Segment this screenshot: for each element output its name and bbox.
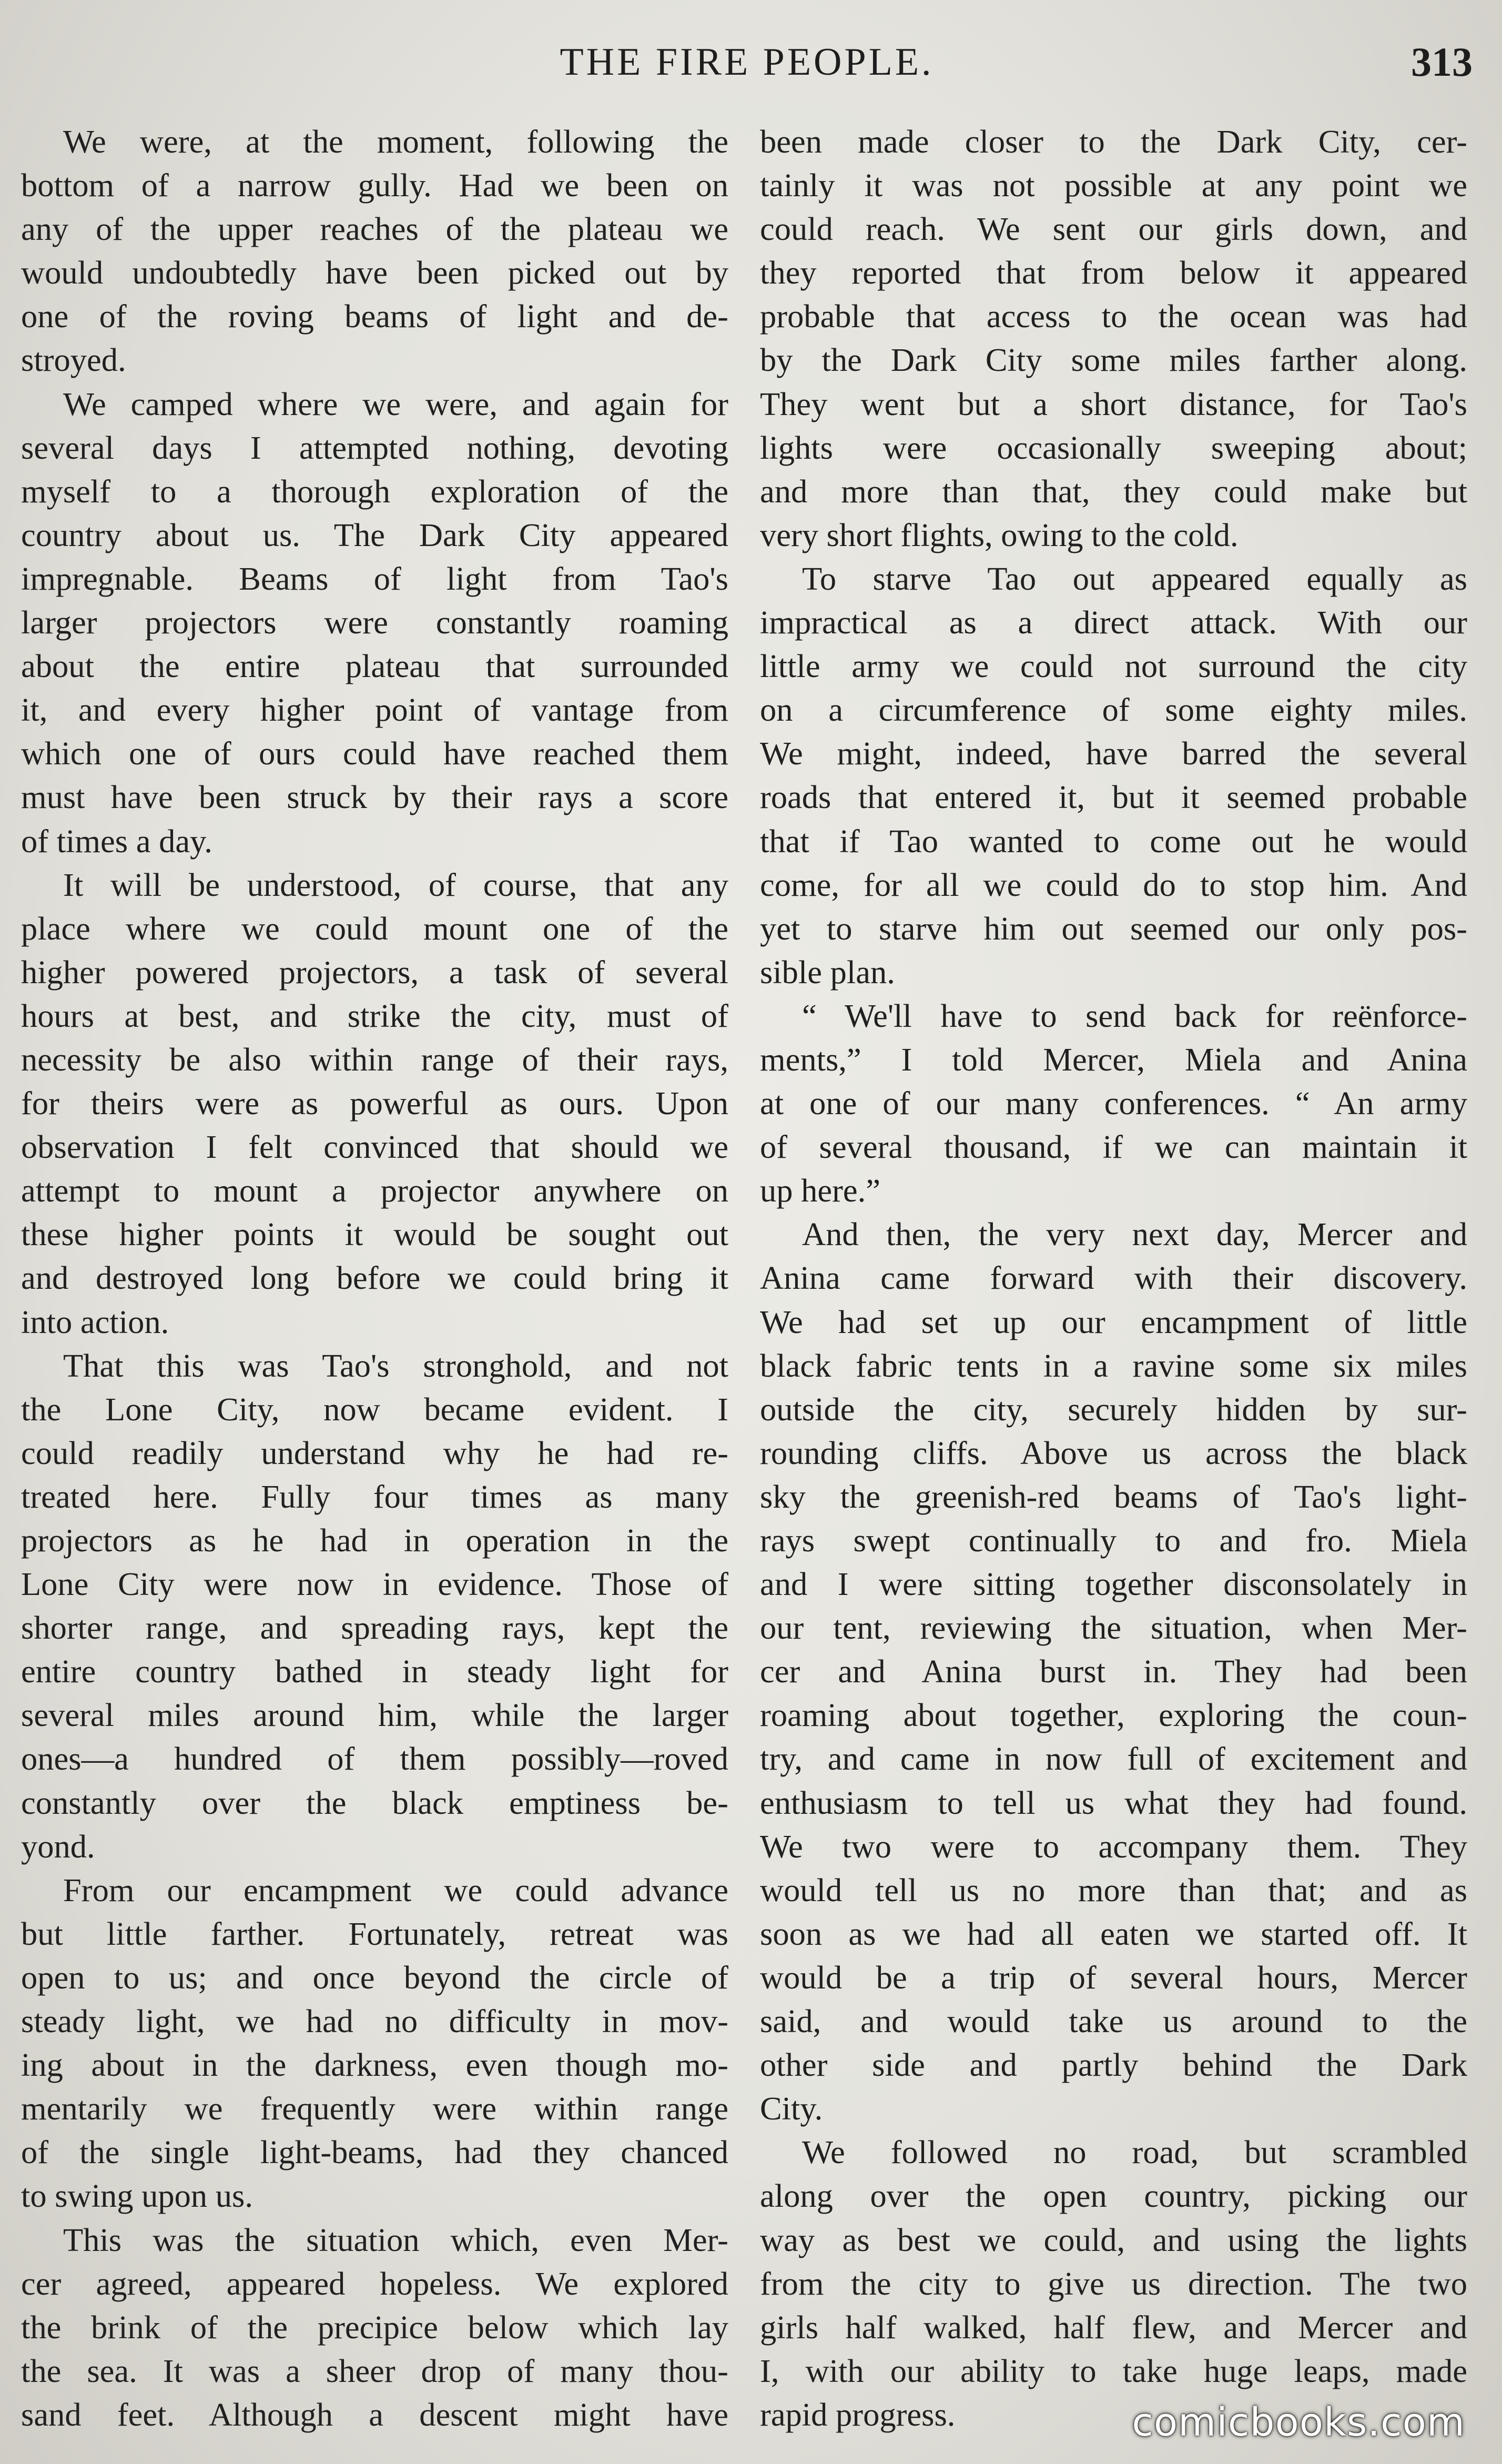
left-column-text-line: about the entire plateau that surrounded (21, 648, 728, 685)
left-column-text-line: projectors as he had in operation in the (21, 1522, 728, 1559)
left-column-text-line: of the single light-beams, had they chanced (21, 2134, 728, 2171)
right-column-text-line: way as best we could, and using the lights (760, 2221, 1467, 2258)
right-column-text-line: from the city to give us direction. The two (760, 2265, 1467, 2302)
right-column-text-line: probable that access to the ocean was had (760, 298, 1467, 335)
left-column-text-line: higher powered projectors, a task of several (21, 953, 728, 991)
left-column-text-line: sand feet. Although a descent might have (21, 2396, 728, 2433)
left-column-text-line: impregnable. Beams of light from Tao's (21, 560, 728, 597)
left-column-text-line: open to us; and once beyond the circle of (21, 1958, 728, 1996)
right-column-text-line: little army we could not surround the city (760, 648, 1467, 685)
left-column-text-line: mentarily we frequently were within range (21, 2090, 728, 2127)
right-column-text-line: Anina came forward with their discovery. (760, 1259, 1467, 1297)
left-column-text-line: This was the situation which, even Mer- (63, 2221, 728, 2258)
right-column-text-line: rays swept continually to and fro. Miela (760, 1522, 1467, 1559)
right-column-text-line: of several thousand, if we can maintain it (760, 1128, 1467, 1166)
right-column-text-line: soon as we had all eaten we started off. It (760, 1915, 1467, 1952)
left-column-text-line: steady light, we had no difficulty in mov- (21, 2003, 728, 2040)
right-column-text-line: black fabric tents in a ravine some six miles (760, 1347, 1467, 1384)
right-column-text-line: We had set up our encampment of little (760, 1303, 1467, 1340)
right-column-text-line: our tent, reviewing the situation, when Mer- (760, 1609, 1467, 1647)
right-column-text-line: cer and Anina burst in. They had been (760, 1653, 1467, 1690)
right-column-text-line: along over the open country, picking our (760, 2177, 1467, 2215)
left-column-text-line: several days I attempted nothing, devoting (21, 429, 728, 466)
right-column-text-line: been made closer to the Dark City, cer- (760, 123, 1467, 160)
left-column-text-line: could readily understand why he had re- (21, 1434, 728, 1471)
right-text-column (760, 120, 1467, 2437)
site-watermark: comicbooks.com (1132, 2400, 1465, 2445)
left-column-text-line: ing about in the darkness, even though mo- (21, 2046, 728, 2084)
running-header (21, 31, 1473, 94)
right-column-text-line: outside the city, securely hidden by sur- (760, 1390, 1467, 1428)
right-column-text-line: “ We'll have to send back for reënforce- (802, 997, 1467, 1034)
right-column-text-line: I, with our ability to take huge leaps, made (760, 2352, 1467, 2389)
right-column-text-line: roads that entered it, but it seemed probable (760, 779, 1467, 816)
left-column-text-line: constantly over the black emptiness be- (21, 1784, 728, 1821)
right-column-text-line: at one of our many conferences. “ An army (760, 1085, 1467, 1122)
left-column-text-line: entire country bathed in steady light for (21, 1653, 728, 1690)
right-column-text-line: To starve Tao out appeared equally as (802, 560, 1467, 597)
left-column-text-line: but little farther. Fortunately, retreat was (21, 1915, 728, 1952)
right-column-text-line: girls half walked, half flew, and Mercer and (760, 2308, 1467, 2346)
right-column-text-line: We followed no road, but scrambled (802, 2134, 1467, 2171)
right-column-text-line: lights were occasionally sweeping about; (760, 429, 1467, 466)
left-column-text-line: and destroyed long before we could bring it (21, 1259, 728, 1297)
left-column-text-line: Lone City were now in evidence. Those of (21, 1566, 728, 1603)
left-column-text-line: it, and every higher point of vantage from (21, 691, 728, 729)
left-column-text-line: must have been struck by their rays a score (21, 779, 728, 816)
right-column-text-line: on a circumference of some eighty miles. (760, 691, 1467, 729)
left-column-text-line: necessity be also within range of their rays, (21, 1041, 728, 1078)
right-column-text-line: and more than that, they could make but (760, 472, 1467, 510)
left-column-text-line: larger projectors were constantly roaming (21, 604, 728, 641)
left-column-text-line: to swing upon us. (21, 2177, 253, 2215)
left-column-text-line: any of the upper reaches of the plateau we (21, 210, 728, 248)
left-column-text-line: of times a day. (21, 822, 212, 860)
right-column-text-line: would be a trip of several hours, Mercer (760, 1958, 1467, 1996)
right-column-text-line: could reach. We sent our girls down, and (760, 210, 1467, 248)
right-column-text-line: yet to starve him out seemed our only pos- (760, 910, 1467, 947)
left-column-text-line: shorter range, and spreading rays, kept the (21, 1609, 728, 1647)
right-column-text-line: rounding cliffs. Above us across the black (760, 1434, 1467, 1471)
left-column-text-line: stroyed. (21, 341, 126, 379)
right-column-text-line: And then, the very next day, Mercer and (802, 1216, 1467, 1253)
right-column-text-line: roaming about together, exploring the coun- (760, 1696, 1467, 1734)
left-column-text-line: That this was Tao's stronghold, and not (63, 1347, 728, 1384)
left-column-text-line: hours at best, and strike the city, must of (21, 997, 728, 1034)
left-column-text-line: the brink of the precipice below which lay (21, 2308, 728, 2346)
right-column-text-line: by the Dark City some miles farther along. (760, 341, 1467, 379)
left-column-text-line: one of the roving beams of light and de- (21, 298, 728, 335)
left-column-text-line: for theirs were as powerful as ours. Upon (21, 1085, 728, 1122)
left-column-text-line: attempt to mount a projector anywhere on (21, 1172, 728, 1209)
right-column-text-line: very short flights, owing to the cold. (760, 516, 1239, 553)
right-column-text-line: said, and would take us around to the (760, 2003, 1467, 2040)
left-column-text-line: which one of ours could have reached them (21, 735, 728, 772)
left-column-text-line: these higher points it would be sought out (21, 1216, 728, 1253)
right-column-text-line: and I were sitting together disconsolately in (760, 1566, 1467, 1603)
left-column-text-line: several miles around him, while the larger (21, 1696, 728, 1734)
page-number: 313 (1411, 39, 1473, 85)
right-column-text-line: enthusiasm to tell us what they had found. (760, 1784, 1467, 1821)
right-column-text-line: up here.” (760, 1172, 881, 1209)
left-column-text-line: place where we could mount one of the (21, 910, 728, 947)
right-column-text-line: City. (760, 2090, 823, 2127)
right-column-text-line: come, for all we could do to stop him. And (760, 866, 1467, 903)
right-column-text-line: They went but a short distance, for Tao's (760, 385, 1467, 422)
running-title: THE FIRE PEOPLE. (560, 41, 934, 84)
right-column-text-line: impractical as a direct attack. With our (760, 604, 1467, 641)
right-column-text-line: they reported that from below it appeared (760, 254, 1467, 291)
left-column-text-line: the Lone City, now became evident. I (21, 1390, 728, 1428)
left-column-text-line: We camped where we were, and again for (63, 385, 728, 422)
left-column-text-line: ones—a hundred of them possibly—roved (21, 1740, 728, 1778)
right-column-text-line: would tell us no more than that; and as (760, 1871, 1467, 1908)
right-column-text-line: ments,” I told Mercer, Miela and Anina (760, 1041, 1467, 1078)
left-column-text-line: yond. (21, 1827, 95, 1865)
left-column-text-line: myself to a thorough exploration of the (21, 472, 728, 510)
left-text-column (21, 120, 728, 2437)
right-column-text-line: other side and partly behind the Dark (760, 2046, 1467, 2084)
left-column-text-line: the sea. It was a sheer drop of many thou- (21, 2352, 728, 2389)
right-column-text-line: We two were to accompany them. They (760, 1827, 1467, 1865)
right-column-text-line: that if Tao wanted to come out he would (760, 822, 1467, 860)
left-column-text-line: From our encampment we could advance (63, 1871, 728, 1908)
left-column-text-line: It will be understood, of course, that any (63, 866, 728, 903)
right-column-text-line: try, and came in now full of excitement and (760, 1740, 1467, 1778)
left-column-text-line: cer agreed, appeared hopeless. We explored (21, 2265, 728, 2302)
left-column-text-line: country about us. The Dark City appeared (21, 516, 728, 553)
left-column-text-line: treated here. Fully four times as many (21, 1478, 728, 1515)
right-column-text-line: We might, indeed, have barred the several (760, 735, 1467, 772)
right-column-text-line: sible plan. (760, 953, 895, 991)
left-column-text-line: into action. (21, 1303, 169, 1340)
right-column-text-line: rapid progress. (760, 2396, 956, 2433)
right-column-text-line: sky the greenish-red beams of Tao's light- (760, 1478, 1467, 1515)
right-column-text-line: tainly it was not possible at any point we (760, 167, 1467, 204)
left-column-text-line: bottom of a narrow gully. Had we been on (21, 167, 728, 204)
left-column-text-line: would undoubtedly have been picked out by (21, 254, 728, 291)
left-column-text-line: We were, at the moment, following the (63, 123, 728, 160)
left-column-text-line: observation I felt convinced that should we (21, 1128, 728, 1166)
